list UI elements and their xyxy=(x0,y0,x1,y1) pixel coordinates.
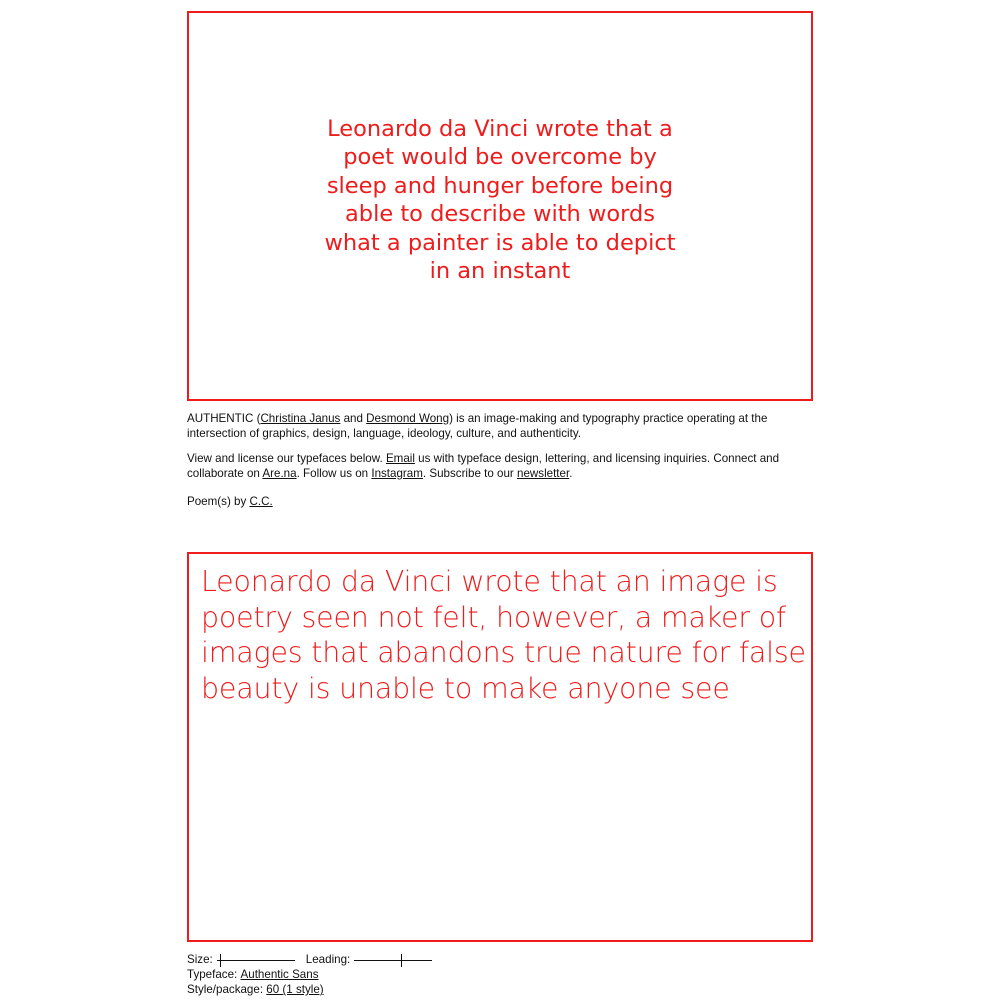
christina-janus-link[interactable]: Christina Janus xyxy=(260,412,341,425)
slider-row xyxy=(187,952,432,967)
poem-credit xyxy=(187,494,812,509)
newsletter-link[interactable]: newsletter xyxy=(517,467,570,480)
about-text: ) is an image-making and typography practice operating at the intersection of graphics, design, language, ideology, culture, and authenticity. xyxy=(187,412,768,440)
license-text: . xyxy=(569,467,573,480)
brand-name: AUTHENTIC xyxy=(187,412,254,425)
credit-label: Poem(s) by xyxy=(187,495,250,508)
specimen-card-1 xyxy=(187,11,813,401)
specimen-card-2 xyxy=(187,552,813,942)
size-slider-track xyxy=(217,960,295,961)
license-paragraph xyxy=(187,451,812,481)
poem-author-link[interactable]: C.C. xyxy=(249,495,273,508)
typeface-link[interactable]: Authentic Sans xyxy=(240,968,319,981)
leading-label: Leading: xyxy=(305,953,351,966)
instagram-link[interactable]: Instagram xyxy=(371,467,423,480)
about-text: ( xyxy=(253,412,261,425)
email-link[interactable]: Email xyxy=(385,452,415,465)
license-text: . Follow us on xyxy=(296,467,372,480)
leading-slider[interactable] xyxy=(354,953,432,966)
style-package-link[interactable]: 60 (1 style) xyxy=(266,983,324,996)
size-label: Size: xyxy=(187,953,213,966)
about-text: and xyxy=(340,412,367,425)
license-text: . Subscribe to our xyxy=(422,467,517,480)
typeface-row xyxy=(187,967,432,982)
typeface-label: Typeface: xyxy=(187,968,238,981)
specimen-controls xyxy=(187,952,432,997)
specimen-text-1[interactable]: Leonardo da Vinci wrote that a poet would be overcome by sleep and hunger before being able to describe with words what a painter is able to depict in an instant xyxy=(324,115,676,284)
desmond-wong-link[interactable]: Desmond Wong xyxy=(366,412,450,425)
license-text: us with typeface design, lettering, and licensing inquiries. Connect and collaborate on xyxy=(187,452,780,480)
specimen-text-2[interactable]: Leonardo da Vinci wrote that an image is poetry seen not felt, however, a maker of images that abandons true nature for false beauty is unable to make anyone see xyxy=(201,565,806,705)
style-label: Style/package: xyxy=(187,983,264,996)
size-slider[interactable] xyxy=(217,953,295,966)
about-paragraph xyxy=(187,411,812,441)
style-row xyxy=(187,982,432,997)
license-text: View and license our typefaces below. xyxy=(187,452,386,465)
leading-slider-thumb[interactable] xyxy=(401,954,402,967)
size-slider-thumb[interactable] xyxy=(220,954,221,967)
arena-link[interactable]: Are.na xyxy=(262,467,297,480)
leading-slider-track xyxy=(354,960,432,961)
